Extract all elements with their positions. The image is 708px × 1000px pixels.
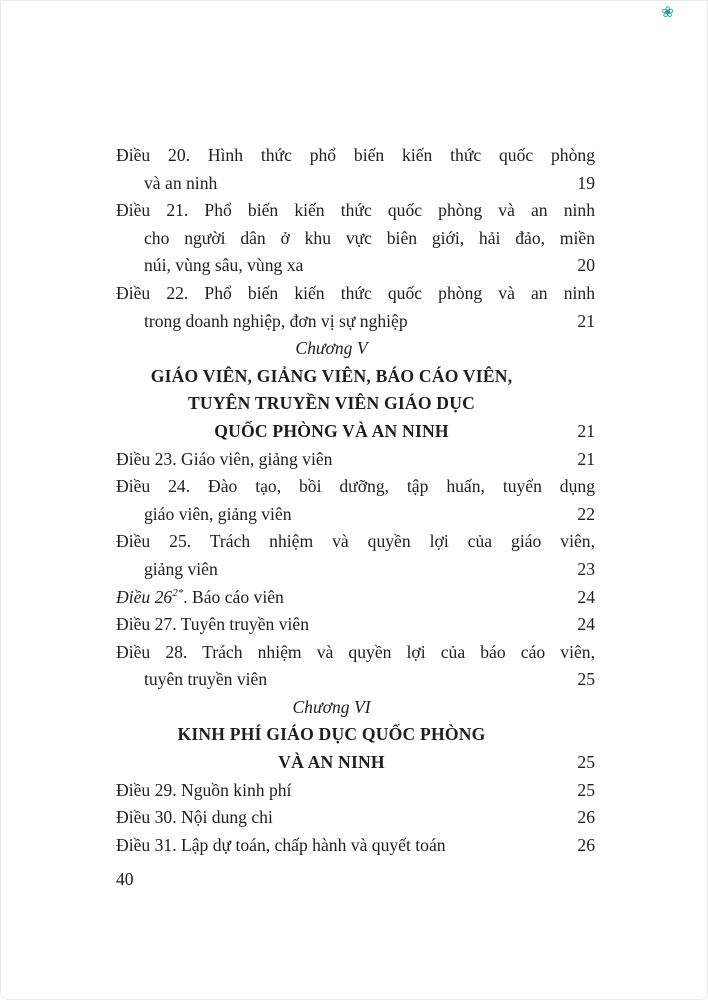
toc-line (116, 390, 595, 418)
toc-line (116, 363, 595, 391)
page-ref: 22 (577, 503, 595, 524)
toc-entry (116, 804, 595, 832)
toc-line-text: Điều 30. Nội dung chi (116, 807, 273, 828)
toc-line-text: Điều 29. Nguồn kinh phí (116, 779, 292, 800)
toc-line (116, 749, 595, 777)
toc-line (116, 528, 595, 556)
chapter-title (116, 363, 595, 446)
toc-entry (116, 142, 595, 197)
chapter-label-text: Chương V (295, 338, 368, 359)
toc-line (116, 142, 595, 170)
toc-line-text: Điều 20. Hình thức phổ biến kiến thức quốc phòng (116, 145, 595, 165)
text-segment: . Báo cáo viên (183, 586, 284, 607)
toc-line (116, 832, 595, 860)
toc-line (116, 556, 595, 584)
toc-line-text: cho người dân ở khu vực biên giới, hải đảo, miền (144, 227, 595, 248)
chapter-label-text: Chương VI (292, 696, 371, 717)
toc-line (116, 225, 595, 253)
toc-entry (116, 280, 595, 335)
footer-page-number: 40 (116, 869, 134, 889)
page-ref: 26 (577, 834, 595, 855)
toc-line (116, 170, 595, 198)
toc-line-text: Điều 21. Phổ biến kiến thức quốc phòng và an ninh (116, 200, 595, 221)
chapter-label-line (116, 694, 595, 722)
toc-entry (116, 639, 595, 694)
toc-line (116, 252, 595, 280)
chapter-label (116, 335, 595, 363)
toc-line-text: Điều 22. Phổ biến kiến thức quốc phòng và an ninh (116, 282, 595, 303)
toc-entry (116, 832, 595, 860)
toc-entry (116, 446, 595, 474)
toc-entry (116, 197, 595, 280)
toc-line (116, 639, 595, 667)
toc-line-text: tuyên truyền viên (144, 669, 268, 690)
toc-line (116, 473, 595, 501)
toc-line (116, 721, 595, 749)
toc-line (116, 197, 595, 225)
toc-line-text (116, 584, 567, 612)
toc-line-text: KINH PHÍ GIÁO DỤC QUỐC PHÒNG (177, 724, 486, 745)
toc-line (116, 418, 595, 446)
page-ref: 21 (577, 420, 595, 441)
toc-entry (116, 611, 595, 639)
page-ref: 25 (577, 752, 595, 773)
toc-line-text: VÀ AN NINH (278, 752, 385, 773)
page-ref: 21 (577, 448, 595, 469)
toc-line (116, 666, 595, 694)
toc-line-text: giảng viên (144, 558, 218, 579)
toc-line (116, 446, 595, 474)
toc-entry (116, 584, 595, 612)
flower-icon: ❀ (661, 5, 674, 21)
toc-line-text: Điều 27. Tuyên truyền viên (116, 614, 310, 635)
page-ref: 20 (577, 255, 595, 276)
toc-line (116, 584, 595, 612)
page-ref: 24 (577, 586, 595, 607)
toc-line (116, 777, 595, 805)
toc-line-text: QUỐC PHÒNG VÀ AN NINH (214, 420, 449, 441)
toc-line (116, 501, 595, 529)
toc-line-text: Điều 24. Đào tạo, bồi dưỡng, tập huấn, tuyển dụng (116, 476, 595, 497)
page-ref: 23 (577, 558, 595, 579)
toc (116, 142, 595, 859)
page-ref: 24 (577, 614, 595, 635)
chapter-label-line (116, 335, 595, 363)
toc-line-text: TUYÊN TRUYỀN VIÊN GIÁO DỤC (187, 393, 476, 414)
chapter-title (116, 721, 595, 776)
toc-line-text: Điều 28. Trách nhiệm và quyền lợi của báo cáo viên, (116, 641, 595, 662)
page-ref: 19 (577, 172, 595, 193)
toc-line-text: và an ninh (144, 172, 218, 193)
toc-line (116, 280, 595, 308)
toc-entry (116, 528, 595, 583)
text-segment: 2* (172, 586, 184, 599)
toc-line-text: giáo viên, giảng viên (144, 503, 292, 524)
toc-entry (116, 777, 595, 805)
toc-line-text: Điều 31. Lập dự toán, chấp hành và quyết toán (116, 834, 446, 855)
toc-line (116, 611, 595, 639)
toc-line (116, 308, 595, 336)
toc-line-text: Điều 25. Trách nhiệm và quyền lợi của giáo viên, (116, 531, 595, 552)
chapter-label (116, 694, 595, 722)
page-ref: 26 (577, 807, 595, 828)
page-ref: 25 (577, 779, 595, 800)
toc-line-text: GIÁO VIÊN, GIẢNG VIÊN, BÁO CÁO VIÊN, (150, 365, 513, 386)
toc-line-text: trong doanh nghiệp, đơn vị sự nghiệp (144, 310, 408, 331)
toc-entry (116, 473, 595, 528)
page-ref: 21 (577, 310, 595, 331)
text-segment: Điều 26 (116, 586, 173, 607)
toc-line-text: núi, vùng sâu, vùng xa (144, 255, 304, 276)
page-ref: 25 (577, 669, 595, 690)
toc-line-text: Điều 23. Giáo viên, giảng viên (116, 448, 333, 469)
toc-line (116, 804, 595, 832)
